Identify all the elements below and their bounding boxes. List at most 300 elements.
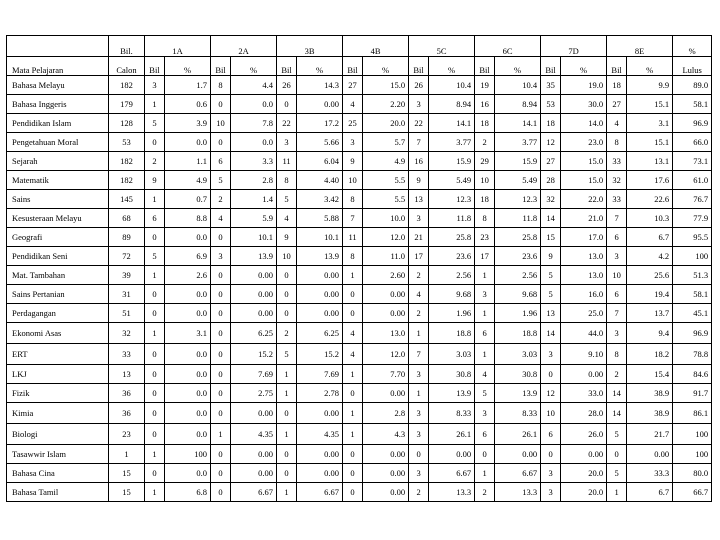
subject-cell: Geografi xyxy=(7,228,109,247)
bil-cell: 0 xyxy=(409,445,429,464)
percent-cell: 1.4 xyxy=(231,190,277,209)
table-row xyxy=(7,76,712,95)
lulus-cell: 86.1 xyxy=(673,403,712,424)
bil-cell: 32 xyxy=(541,190,561,209)
calon-cell: 145 xyxy=(109,190,145,209)
lulus-cell: 66.0 xyxy=(673,133,712,152)
percent-cell: 0.00 xyxy=(429,445,475,464)
bil-cell: 0 xyxy=(145,344,165,365)
table-row xyxy=(7,304,712,323)
bil-cell: 16 xyxy=(475,95,495,114)
percent-cell: 14.1 xyxy=(429,114,475,133)
table-row xyxy=(7,285,712,304)
header-class: 5C xyxy=(409,36,475,57)
header-class: 3B xyxy=(277,36,343,57)
percent-cell: 4.4 xyxy=(231,76,277,95)
calon-cell: 36 xyxy=(109,384,145,403)
table-row xyxy=(7,228,712,247)
percent-cell: 5.5 xyxy=(363,171,409,190)
bil-cell: 10 xyxy=(343,171,363,190)
percent-cell: 0.00 xyxy=(297,445,343,464)
bil-cell: 5 xyxy=(277,190,297,209)
bil-cell: 27 xyxy=(343,76,363,95)
bil-cell: 0 xyxy=(211,133,231,152)
percent-cell: 22.0 xyxy=(561,190,607,209)
percent-cell: 6.9 xyxy=(165,247,211,266)
bil-cell: 5 xyxy=(541,285,561,304)
percent-cell: 0.00 xyxy=(561,445,607,464)
subject-cell: Tasawwir Islam xyxy=(7,445,109,464)
percent-cell: 6.67 xyxy=(297,483,343,502)
percent-cell: 15.0 xyxy=(561,152,607,171)
percent-cell: 13.9 xyxy=(495,384,541,403)
subject-cell: Bahasa Inggeris xyxy=(7,95,109,114)
percent-cell: 0.00 xyxy=(495,445,541,464)
bil-cell: 9 xyxy=(277,228,297,247)
percent-cell: 0.0 xyxy=(165,285,211,304)
bil-cell: 3 xyxy=(211,247,231,266)
subject-cell: Biologi xyxy=(7,424,109,445)
percent-cell: 0.00 xyxy=(363,384,409,403)
lulus-cell: 89.0 xyxy=(673,76,712,95)
percent-cell: 21.0 xyxy=(561,209,607,228)
percent-cell: 100 xyxy=(165,445,211,464)
percent-cell: 0.00 xyxy=(231,445,277,464)
bil-cell: 35 xyxy=(541,76,561,95)
percent-cell: 14.0 xyxy=(561,114,607,133)
header-class: 4B xyxy=(343,36,409,57)
bil-cell: 2 xyxy=(211,190,231,209)
percent-cell: 4.9 xyxy=(165,171,211,190)
header-sub-pct: % xyxy=(495,57,541,76)
bil-cell: 0 xyxy=(211,483,231,502)
percent-cell: 20.0 xyxy=(561,483,607,502)
bil-cell: 8 xyxy=(343,247,363,266)
bil-cell: 13 xyxy=(541,304,561,323)
percent-cell: 25.6 xyxy=(627,266,673,285)
bil-cell: 3 xyxy=(541,483,561,502)
percent-cell: 5.5 xyxy=(363,190,409,209)
bil-cell: 0 xyxy=(211,403,231,424)
bil-cell: 1 xyxy=(145,445,165,464)
subject-cell: Perdagangan xyxy=(7,304,109,323)
bil-cell: 4 xyxy=(343,344,363,365)
bil-cell: 13 xyxy=(409,190,429,209)
bil-cell: 6 xyxy=(607,285,627,304)
percent-cell: 15.1 xyxy=(627,95,673,114)
bil-cell: 22 xyxy=(277,114,297,133)
percent-cell: 7.69 xyxy=(297,365,343,384)
bil-cell: 0 xyxy=(277,266,297,285)
percent-cell: 0.00 xyxy=(297,285,343,304)
percent-cell: 6.67 xyxy=(429,464,475,483)
bil-cell: 3 xyxy=(145,76,165,95)
bil-cell: 25 xyxy=(343,114,363,133)
lulus-cell: 58.1 xyxy=(673,285,712,304)
lulus-cell: 76.7 xyxy=(673,190,712,209)
bil-cell: 26 xyxy=(409,76,429,95)
bil-cell: 16 xyxy=(409,152,429,171)
percent-cell: 14.1 xyxy=(495,114,541,133)
percent-cell: 15.2 xyxy=(231,344,277,365)
bil-cell: 1 xyxy=(475,344,495,365)
subject-cell: Kimia xyxy=(7,403,109,424)
percent-cell: 0.00 xyxy=(231,304,277,323)
percent-cell: 12.3 xyxy=(429,190,475,209)
bil-cell: 2 xyxy=(475,483,495,502)
bil-cell: 0 xyxy=(211,266,231,285)
bil-cell: 0 xyxy=(145,403,165,424)
header-sub-bil: Bil xyxy=(211,57,231,76)
percent-cell: 13.0 xyxy=(561,247,607,266)
lulus-cell: 73.1 xyxy=(673,152,712,171)
table-row xyxy=(7,95,712,114)
header-sub-pct: % xyxy=(429,57,475,76)
percent-cell: 4.2 xyxy=(627,247,673,266)
header-class: 8E xyxy=(607,36,673,57)
calon-cell: 182 xyxy=(109,152,145,171)
percent-cell: 18.8 xyxy=(495,323,541,344)
bil-cell: 18 xyxy=(475,114,495,133)
calon-cell: 15 xyxy=(109,464,145,483)
subject-cell: Bahasa Melayu xyxy=(7,76,109,95)
header-sub-pct: % xyxy=(165,57,211,76)
percent-cell: 3.42 xyxy=(297,190,343,209)
percent-cell: 0.00 xyxy=(297,403,343,424)
lulus-cell: 51.3 xyxy=(673,266,712,285)
percent-cell: 3.03 xyxy=(495,344,541,365)
bil-cell: 1 xyxy=(343,266,363,285)
bil-cell: 8 xyxy=(607,344,627,365)
bil-cell: 9 xyxy=(343,152,363,171)
percent-cell: 15.0 xyxy=(363,76,409,95)
bil-cell: 0 xyxy=(541,365,561,384)
percent-cell: 1.96 xyxy=(495,304,541,323)
bil-cell: 3 xyxy=(475,285,495,304)
percent-cell: 10.4 xyxy=(429,76,475,95)
percent-cell: 23.6 xyxy=(495,247,541,266)
bil-cell: 23 xyxy=(475,228,495,247)
percent-cell: 0.7 xyxy=(165,190,211,209)
percent-cell: 10.4 xyxy=(495,76,541,95)
percent-cell: 9.10 xyxy=(561,344,607,365)
bil-cell: 28 xyxy=(541,171,561,190)
bil-cell: 0 xyxy=(211,304,231,323)
bil-cell: 10 xyxy=(211,114,231,133)
lulus-cell: 95.5 xyxy=(673,228,712,247)
percent-cell: 6.04 xyxy=(297,152,343,171)
bil-cell: 53 xyxy=(541,95,561,114)
subject-cell: Sains Pertanian xyxy=(7,285,109,304)
table-row xyxy=(7,114,712,133)
bil-cell: 17 xyxy=(409,247,429,266)
lulus-cell: 78.8 xyxy=(673,344,712,365)
results-table-body xyxy=(7,76,712,502)
percent-cell: 13.9 xyxy=(297,247,343,266)
percent-cell: 1.1 xyxy=(165,152,211,171)
bil-cell: 8 xyxy=(211,76,231,95)
subject-cell: Sejarah xyxy=(7,152,109,171)
percent-cell: 1.7 xyxy=(165,76,211,95)
percent-cell: 10.1 xyxy=(297,228,343,247)
bil-cell: 33 xyxy=(607,190,627,209)
bil-cell: 0 xyxy=(211,285,231,304)
percent-cell: 26.0 xyxy=(561,424,607,445)
percent-cell: 3.1 xyxy=(627,114,673,133)
percent-cell: 8.8 xyxy=(165,209,211,228)
bil-cell: 3 xyxy=(277,133,297,152)
bil-cell: 2 xyxy=(607,365,627,384)
bil-cell: 12 xyxy=(541,133,561,152)
percent-cell: 3.9 xyxy=(165,114,211,133)
bil-cell: 0 xyxy=(145,384,165,403)
lulus-cell: 100 xyxy=(673,424,712,445)
header-subject-top xyxy=(7,36,109,57)
lulus-cell: 58.1 xyxy=(673,95,712,114)
bil-cell: 0 xyxy=(343,464,363,483)
bil-cell: 2 xyxy=(277,323,297,344)
bil-cell: 0 xyxy=(607,445,627,464)
bil-cell: 6 xyxy=(475,323,495,344)
bil-cell: 3 xyxy=(409,464,429,483)
percent-cell: 8.33 xyxy=(429,403,475,424)
header-sub-pct: % xyxy=(231,57,277,76)
bil-cell: 2 xyxy=(409,483,429,502)
bil-cell: 4 xyxy=(343,95,363,114)
percent-cell: 3.77 xyxy=(495,133,541,152)
bil-cell: 19 xyxy=(475,76,495,95)
bil-cell: 3 xyxy=(541,344,561,365)
bil-cell: 5 xyxy=(211,171,231,190)
subject-cell: ERT xyxy=(7,344,109,365)
percent-cell: 5.49 xyxy=(429,171,475,190)
percent-cell: 5.49 xyxy=(495,171,541,190)
calon-cell: 1 xyxy=(109,445,145,464)
percent-cell: 5.66 xyxy=(297,133,343,152)
percent-cell: 19.4 xyxy=(627,285,673,304)
percent-cell: 2.8 xyxy=(231,171,277,190)
bil-cell: 4 xyxy=(409,285,429,304)
percent-cell: 0.00 xyxy=(363,445,409,464)
percent-cell: 0.0 xyxy=(165,365,211,384)
bil-cell: 8 xyxy=(343,190,363,209)
percent-cell: 0.00 xyxy=(297,95,343,114)
bil-cell: 0 xyxy=(277,403,297,424)
bil-cell: 3 xyxy=(409,209,429,228)
percent-cell: 0.0 xyxy=(165,133,211,152)
subject-cell: Pengetahuan Moral xyxy=(7,133,109,152)
table-row xyxy=(7,403,712,424)
percent-cell: 10.0 xyxy=(363,209,409,228)
percent-cell: 33.0 xyxy=(561,384,607,403)
bil-cell: 3 xyxy=(409,95,429,114)
lulus-cell: 100 xyxy=(673,247,712,266)
percent-cell: 7.70 xyxy=(363,365,409,384)
table-row xyxy=(7,365,712,384)
percent-cell: 15.9 xyxy=(495,152,541,171)
percent-cell: 6.25 xyxy=(297,323,343,344)
lulus-cell: 91.7 xyxy=(673,384,712,403)
header-bil: Bil. xyxy=(109,36,145,57)
bil-cell: 9 xyxy=(409,171,429,190)
bil-cell: 0 xyxy=(211,365,231,384)
bil-cell: 0 xyxy=(343,285,363,304)
bil-cell: 7 xyxy=(409,133,429,152)
percent-cell: 25.0 xyxy=(561,304,607,323)
lulus-cell: 61.0 xyxy=(673,171,712,190)
lulus-cell: 77.9 xyxy=(673,209,712,228)
percent-cell: 2.56 xyxy=(495,266,541,285)
table-row xyxy=(7,247,712,266)
bil-cell: 3 xyxy=(541,464,561,483)
lulus-cell: 96.9 xyxy=(673,323,712,344)
percent-cell: 4.35 xyxy=(297,424,343,445)
bil-cell: 0 xyxy=(145,133,165,152)
percent-cell: 0.00 xyxy=(627,445,673,464)
header-sub-bil: Bil xyxy=(541,57,561,76)
bil-cell: 29 xyxy=(475,152,495,171)
percent-cell: 6.7 xyxy=(627,228,673,247)
percent-cell: 0.00 xyxy=(231,285,277,304)
header-lulus: Lulus xyxy=(673,57,712,76)
header-sub-bil: Bil xyxy=(409,57,429,76)
bil-cell: 9 xyxy=(145,171,165,190)
header-sub-bil: Bil xyxy=(343,57,363,76)
results-table-container xyxy=(6,35,712,502)
subject-cell: Bahasa Tamil xyxy=(7,483,109,502)
bil-cell: 5 xyxy=(607,424,627,445)
bil-cell: 2 xyxy=(409,304,429,323)
bil-cell: 1 xyxy=(145,483,165,502)
percent-cell: 0.00 xyxy=(363,483,409,502)
lulus-cell: 66.7 xyxy=(673,483,712,502)
table-row xyxy=(7,424,712,445)
percent-cell: 2.20 xyxy=(363,95,409,114)
header-sub-bil: Bil xyxy=(475,57,495,76)
percent-cell: 20.0 xyxy=(561,464,607,483)
bil-cell: 14 xyxy=(607,403,627,424)
percent-cell: 0.0 xyxy=(231,133,277,152)
header-sub-pct: % xyxy=(297,57,343,76)
subject-cell: Bahasa Cina xyxy=(7,464,109,483)
bil-cell: 1 xyxy=(607,483,627,502)
bil-cell: 1 xyxy=(277,384,297,403)
calon-cell: 31 xyxy=(109,285,145,304)
percent-cell: 0.0 xyxy=(165,424,211,445)
bil-cell: 0 xyxy=(145,365,165,384)
bil-cell: 5 xyxy=(145,247,165,266)
bil-cell: 9 xyxy=(541,247,561,266)
subject-cell: Pendidikan Seni xyxy=(7,247,109,266)
calon-cell: 72 xyxy=(109,247,145,266)
calon-cell: 182 xyxy=(109,171,145,190)
bil-cell: 6 xyxy=(211,152,231,171)
bil-cell: 2 xyxy=(409,266,429,285)
bil-cell: 0 xyxy=(343,445,363,464)
percent-cell: 23.0 xyxy=(561,133,607,152)
calon-cell: 53 xyxy=(109,133,145,152)
bil-cell: 8 xyxy=(607,133,627,152)
percent-cell: 6.67 xyxy=(231,483,277,502)
subject-cell: Mat. Tambahan xyxy=(7,266,109,285)
lulus-cell: 100 xyxy=(673,445,712,464)
percent-cell: 6.8 xyxy=(165,483,211,502)
header-row-classes xyxy=(7,36,712,57)
bil-cell: 27 xyxy=(541,152,561,171)
bil-cell: 2 xyxy=(475,133,495,152)
table-row xyxy=(7,266,712,285)
percent-cell: 4.35 xyxy=(231,424,277,445)
percent-cell: 0.00 xyxy=(231,266,277,285)
percent-cell: 0.0 xyxy=(165,228,211,247)
bil-cell: 3 xyxy=(607,323,627,344)
table-row xyxy=(7,209,712,228)
bil-cell: 0 xyxy=(211,445,231,464)
percent-cell: 16.0 xyxy=(561,285,607,304)
percent-cell: 30.8 xyxy=(495,365,541,384)
bil-cell: 8 xyxy=(475,209,495,228)
percent-cell: 0.00 xyxy=(363,304,409,323)
bil-cell: 1 xyxy=(475,266,495,285)
bil-cell: 27 xyxy=(607,95,627,114)
bil-cell: 5 xyxy=(607,464,627,483)
bil-cell: 1 xyxy=(145,323,165,344)
percent-cell: 10.1 xyxy=(231,228,277,247)
percent-cell: 15.4 xyxy=(627,365,673,384)
percent-cell: 6.7 xyxy=(627,483,673,502)
bil-cell: 0 xyxy=(145,424,165,445)
percent-cell: 10.3 xyxy=(627,209,673,228)
subject-cell: LKJ xyxy=(7,365,109,384)
bil-cell: 8 xyxy=(277,171,297,190)
percent-cell: 21.7 xyxy=(627,424,673,445)
header-lulus-top: % xyxy=(673,36,712,57)
percent-cell: 0.0 xyxy=(165,384,211,403)
bil-cell: 26 xyxy=(277,76,297,95)
percent-cell: 8.33 xyxy=(495,403,541,424)
percent-cell: 30.8 xyxy=(429,365,475,384)
calon-cell: 182 xyxy=(109,76,145,95)
bil-cell: 1 xyxy=(475,464,495,483)
percent-cell: 8.94 xyxy=(429,95,475,114)
bil-cell: 4 xyxy=(607,114,627,133)
percent-cell: 0.00 xyxy=(231,464,277,483)
bil-cell: 10 xyxy=(607,266,627,285)
bil-cell: 1 xyxy=(343,365,363,384)
bil-cell: 0 xyxy=(475,445,495,464)
subject-cell: Fizik xyxy=(7,384,109,403)
percent-cell: 14.3 xyxy=(297,76,343,95)
percent-cell: 0.00 xyxy=(231,403,277,424)
calon-cell: 51 xyxy=(109,304,145,323)
percent-cell: 1.96 xyxy=(429,304,475,323)
bil-cell: 4 xyxy=(277,209,297,228)
results-table xyxy=(6,35,712,502)
bil-cell: 5 xyxy=(475,384,495,403)
bil-cell: 1 xyxy=(211,424,231,445)
percent-cell: 2.60 xyxy=(363,266,409,285)
percent-cell: 18.8 xyxy=(429,323,475,344)
lulus-cell: 84.6 xyxy=(673,365,712,384)
percent-cell: 3.3 xyxy=(231,152,277,171)
percent-cell: 0.00 xyxy=(297,266,343,285)
header-sub-bil: Bil xyxy=(277,57,297,76)
bil-cell: 7 xyxy=(607,304,627,323)
bil-cell: 4 xyxy=(343,323,363,344)
bil-cell: 0 xyxy=(277,304,297,323)
percent-cell: 0.0 xyxy=(165,464,211,483)
bil-cell: 0 xyxy=(343,384,363,403)
